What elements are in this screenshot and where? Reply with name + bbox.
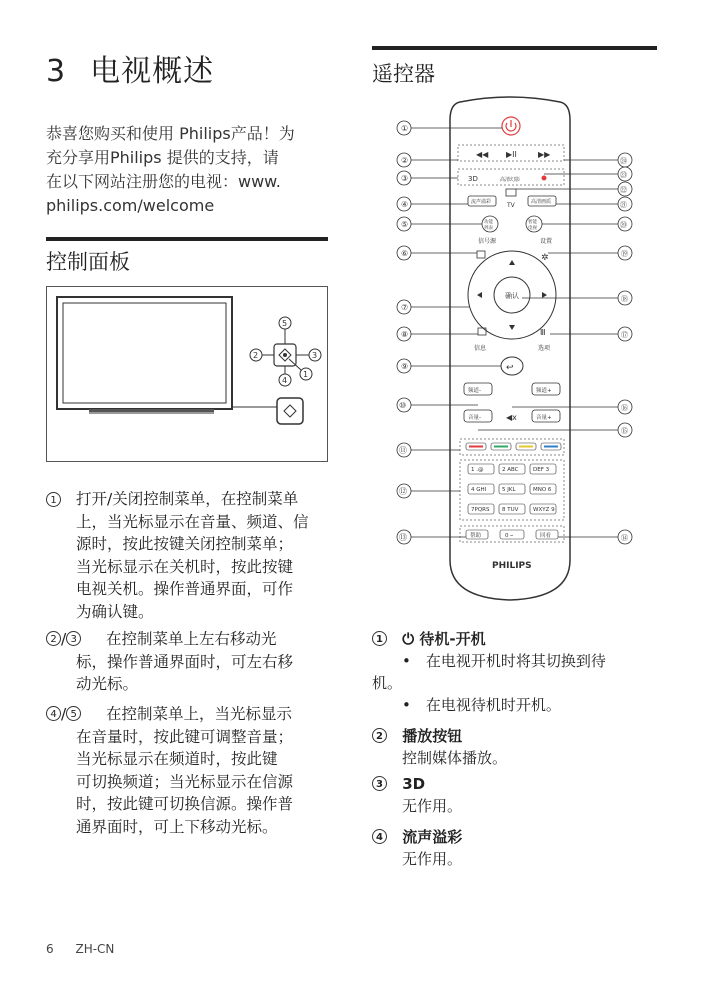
control-item-2-3 [46,628,331,696]
btn-settings-label: 设置 [540,238,553,245]
item-line: 上，当光标显示在音量、频道、信 [76,512,309,531]
remote-item-line: 机。 [372,674,403,692]
item-line: 电视关机。操作普通界面，可作 [76,580,294,598]
remote-item-2 [372,725,672,769]
remote-item-line: • 在电视待机时开机。 [402,696,561,714]
btn-source-label: 信号源 [478,238,497,245]
callout-label: ⑳ [620,221,627,229]
chapter-title [46,46,214,90]
callout-label: ㉑ [620,201,627,209]
btn-help-label: 帮助 [470,533,482,539]
tv-diagram-svg [47,287,329,463]
item-line: 时，按此键可切换信源。操作普 [76,795,294,813]
btn-sound-label: 流声溢彩 [471,199,492,205]
svg-text:电视: 电视 [528,226,537,231]
btn-hd-label: 高清画质 [531,199,552,205]
control-item-4-5 [46,703,331,838]
item-marker: 2 / 3 [46,628,81,651]
svg-text:1: 1 [303,370,309,379]
remote-item-line: 无作用。 [402,850,463,868]
callout-label: ⑮ [621,427,628,435]
key-9: WXYZ 9 [533,507,555,513]
remote-title: 遥控器 [372,62,435,86]
page-footer [46,942,114,956]
remote-item-line: 无作用。 [402,797,463,815]
btn-ok-label: 确认 [505,292,519,300]
remote-body [450,97,570,600]
key-5: 5 JKL [502,487,516,493]
callout-label: ⑲ [621,250,628,258]
svg-text:▶▶: ▶▶ [538,150,551,159]
key-1: 1 .@ [471,467,484,473]
callout-label: ⑬ [399,533,407,542]
control-item-1 [46,488,331,623]
remote-item-4 [372,826,672,870]
item-line: 在控制菜单上，当光标显示 [106,705,293,723]
callout-label: ⑪ [399,446,407,455]
callout-label: ⑰ [621,331,628,339]
svg-text:3: 3 [312,351,318,360]
callout-label: ⑧ [401,330,409,339]
svg-text:✲: ✲ [541,253,549,263]
intro-line: 充分享用Philips 提供的支持，请 [46,148,279,167]
item-line: 打开/关闭控制菜单，在控制菜单 [76,490,299,508]
language-code: ZH-CN [75,942,115,956]
page-number: 6 [46,942,54,956]
btn-rec-label: 高清幻影 [500,177,521,183]
tv-diagram [46,286,328,462]
remote-item-3 [372,773,672,817]
item-line: 通界面时，可上下移动光标。 [76,817,278,836]
section-rule [46,237,328,241]
item-line: 在音量时，按此键可调整音量； [76,727,294,746]
intro-line: 恭喜您购买和使用 Philips产品！为 [46,124,295,143]
remote-item-title [372,826,672,848]
key-8: 8 TUV [502,507,519,513]
remote-item-title-text: 3D [402,775,426,793]
chapter-number: 3 [46,54,67,89]
item-marker: 1 [46,492,61,507]
item-line: 标，操作普通界面时，可左右移 [76,652,294,671]
item-line: 动光标。 [76,675,139,693]
btn-ch-minus-label: 频道- [468,388,481,394]
callout-label: ⑥ [401,249,409,258]
item-line: 在控制菜单上左右移动光 [106,630,277,648]
key-4: 4 GHI [471,487,487,493]
chapter-name: 电视概述 [90,54,215,89]
intro-line: philips.com/welcome [46,196,215,215]
btn-back-label: 回看 [540,533,552,539]
item-line: 源时，按此按键关闭控制菜单； [76,535,294,553]
remote-item-title-text: 待机-开机 [419,630,486,648]
item-line: 可切换频道；当光标显示在信源 [76,772,294,791]
remote-item-1 [372,628,672,716]
remote-item-title-text: 流声溢彩 [402,828,463,846]
key-0: 0 ⎯ [505,533,513,539]
item-marker: 4 / 5 [46,703,81,726]
callout-label: ⑤ [401,220,409,229]
callout-label: ③ [401,174,409,183]
btn-options-label: 选项 [538,345,551,352]
remote-item-title [372,773,672,795]
btn-info-label: 信息 [474,345,487,352]
svg-text:▶II: ▶II [506,150,517,159]
brand-logo: PHILIPS [492,561,532,571]
svg-text:5: 5 [282,319,288,328]
key-6: MNO 6 [533,487,552,493]
callout-label: ④ [401,200,409,209]
item-line: 当光标显示在关机时，按此按键 [76,557,294,576]
power-icon: ⏻ [402,630,415,648]
remote-item-title-text: 播放按钮 [402,727,463,745]
remote-item-line: • 在电视开机时将其切换到待 [402,652,606,670]
intro-paragraph [46,122,328,218]
section-rule [372,46,657,50]
svg-text:4: 4 [282,376,288,385]
btn-tv-label: TV [507,202,515,209]
remote-item-title [372,725,672,747]
callout-label: ⑦ [401,303,409,312]
intro-line: 在以下网站注册您的电视：www. [46,172,281,191]
callout-label: ⑭ [621,534,628,542]
svg-text:◀◀: ◀◀ [476,150,489,159]
item-marker: 3 [372,776,387,791]
callout-label: ㉓ [620,171,627,179]
remote-item-line: 控制媒体播放。 [402,749,508,767]
svg-text:Ⅲ: Ⅲ [540,328,546,337]
svg-text:列表: 列表 [484,226,493,231]
item-marker: 4 [372,829,387,844]
svg-text:◀x: ◀x [506,413,517,422]
callout-label: ⑩ [399,401,407,410]
control-panel-title: 控制面板 [46,250,130,274]
btn-vol-minus-label: 音量- [468,415,481,421]
callout-label: ⑨ [401,362,409,371]
callout-label: ㉒ [620,186,627,194]
btn-ch-plus-label: 频道+ [536,388,552,394]
item-line: 当光标显示在频道时，按此键 [76,750,278,768]
svg-text:↩: ↩ [506,363,514,373]
btn-3d-label: 3D [468,175,478,183]
item-marker: 2 [372,728,387,743]
callout-label: ⑫ [399,487,407,496]
key-3: DEF 3 [533,467,550,473]
callout-label: ② [401,156,409,165]
callout-label: ① [401,124,409,133]
callout-label: ⑯ [621,404,628,412]
svg-text:智能: 智能 [528,220,537,225]
btn-vol-plus-label: 音量+ [536,415,552,421]
key-2: 2 ABC [502,467,519,473]
callout-label: ⑱ [621,295,628,303]
callout-label: ㉔ [620,157,627,165]
remote-item-title [372,628,672,650]
key-7: 7PQRS [471,507,490,513]
item-line: 为确认键。 [76,602,154,621]
remote-diagram [372,90,662,620]
svg-text:功能: 功能 [484,220,493,225]
svg-text:2: 2 [253,351,259,360]
item-marker: 1 [372,631,387,646]
